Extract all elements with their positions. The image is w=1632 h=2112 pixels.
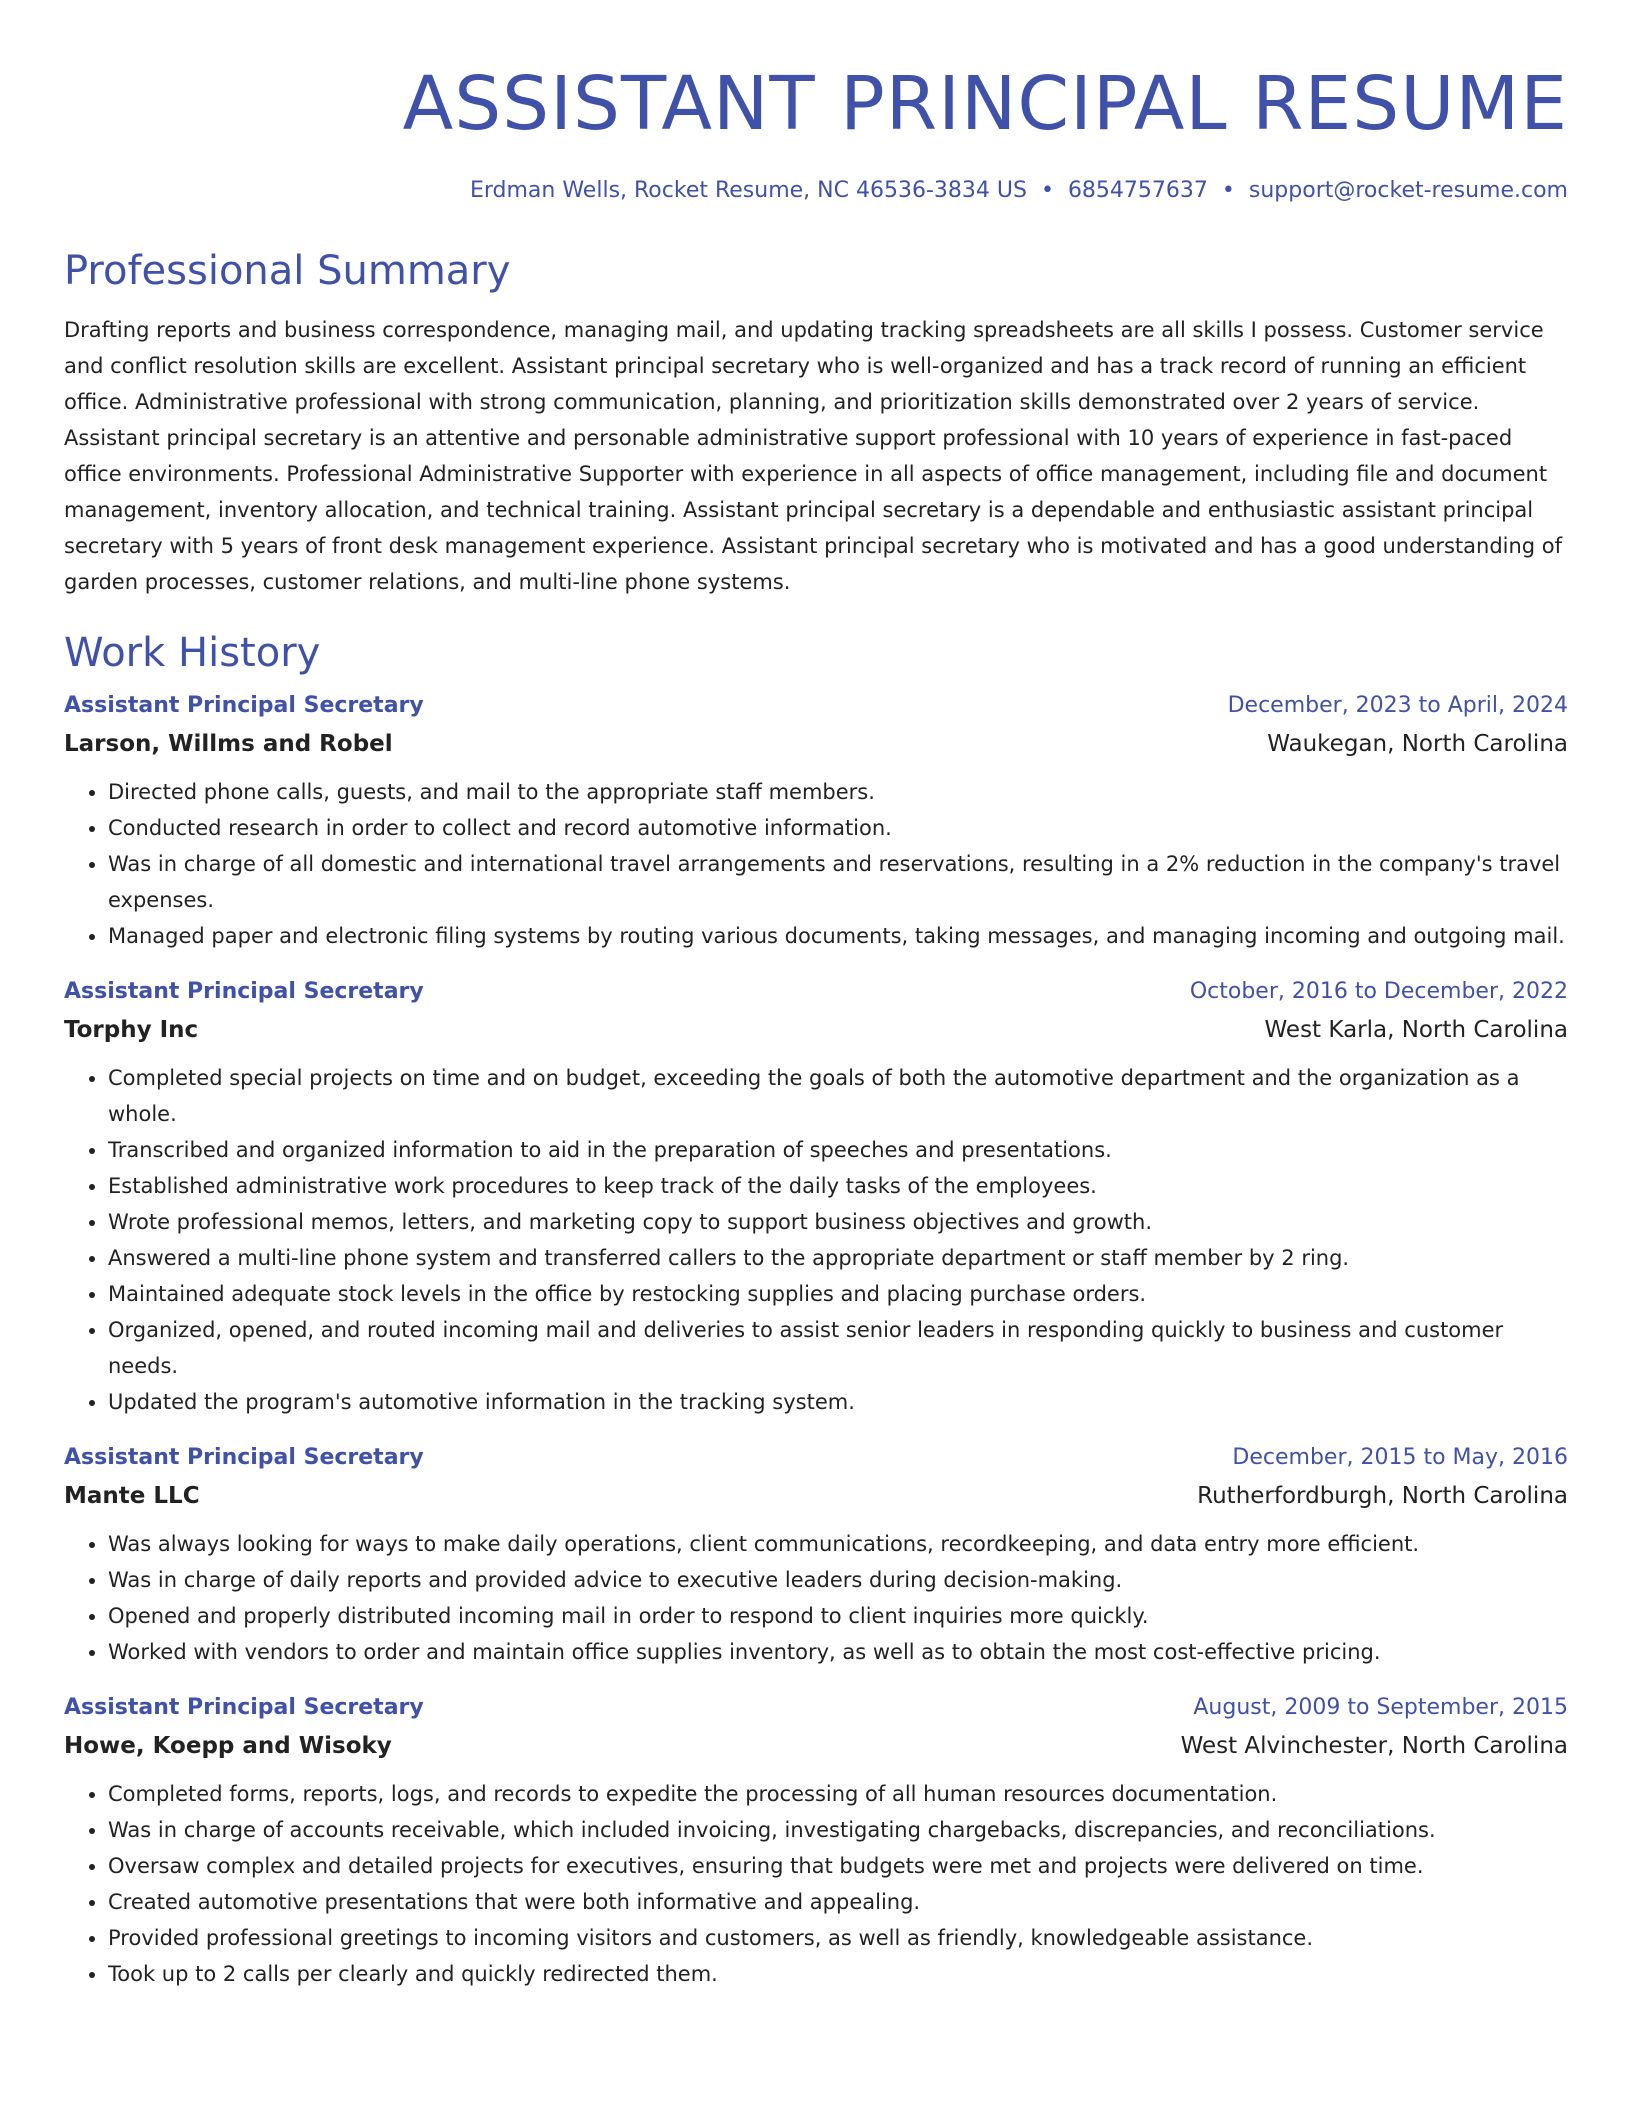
resume-title: ASSISTANT PRINCIPAL RESUME	[402, 61, 1568, 147]
job-entry	[64, 1690, 1568, 1992]
job-bullet: • Directed phone calls, guests, and mail to the appropriate staff members.	[108, 774, 1568, 810]
job-title: Assistant Principal Secretary	[64, 1445, 424, 1470]
job-dates: December, 2023 to April, 2024	[1227, 693, 1568, 718]
job-bullet: • Took up to 2 calls per clearly and quickly redirected them.	[108, 1956, 1568, 1992]
job-bullet: • Completed forms, reports, logs, and records to expedite the processing of all human resources documentation.	[108, 1776, 1568, 1812]
contact-line	[64, 176, 1568, 206]
job-bullet: • Was in charge of accounts receivable, which included invoicing, investigating chargebacks, discrepancies, and reconciliations.	[108, 1812, 1568, 1848]
job-entry	[64, 688, 1568, 954]
job-bullet: • Organized, opened, and routed incoming mail and deliveries to assist senior leaders in responding quickly to business and customer needs.	[108, 1312, 1568, 1384]
job-location: Rutherfordburgh, North Carolina	[1197, 1483, 1568, 1509]
job-bullets	[64, 1526, 1568, 1670]
contact-phone[interactable]: 6854757637	[1067, 178, 1208, 203]
job-dates: August, 2009 to September, 2015	[1193, 1695, 1568, 1720]
job-bullets	[64, 1060, 1568, 1420]
job-title: Assistant Principal Secretary	[64, 693, 424, 718]
job-location: West Alvinchester, North Carolina	[1180, 1733, 1568, 1759]
job-bullet: • Oversaw complex and detailed projects for executives, ensuring that budgets were met and projects were delivered on time.	[108, 1848, 1568, 1884]
job-bullets	[64, 1776, 1568, 1992]
job-title: Assistant Principal Secretary	[64, 979, 424, 1004]
contact-address: Erdman Wells, Rocket Resume, NC 46536-3834 US	[469, 178, 1027, 203]
job-entry	[64, 1440, 1568, 1670]
job-company: Howe, Koepp and Wisoky	[64, 1733, 392, 1759]
job-bullet: • Was always looking for ways to make daily operations, client communications, recordkeeping, and data entry more efficient.	[108, 1526, 1568, 1562]
job-location: Waukegan, North Carolina	[1267, 731, 1568, 757]
job-company: Torphy Inc	[64, 1017, 199, 1043]
contact-separator: •	[1221, 178, 1235, 203]
job-bullet: • Was in charge of daily reports and provided advice to executive leaders during decision-making.	[108, 1562, 1568, 1598]
job-dates: December, 2015 to May, 2016	[1232, 1445, 1568, 1470]
job-bullet: • Wrote professional memos, letters, and marketing copy to support business objectives and growth.	[108, 1204, 1568, 1240]
contact-separator: •	[1040, 178, 1054, 203]
job-company: Mante LLC	[64, 1483, 200, 1509]
job-bullet: • Answered a multi-line phone system and transferred callers to the appropriate department or staff member by 2 ring.	[108, 1240, 1568, 1276]
job-dates: October, 2016 to December, 2022	[1189, 979, 1568, 1004]
contact-email[interactable]: support@rocket-resume.com	[1248, 178, 1568, 203]
job-bullet: • Maintained adequate stock levels in the office by restocking supplies and placing purchase orders.	[108, 1276, 1568, 1312]
summary-heading: Professional Summary	[64, 248, 511, 294]
job-bullet: • Provided professional greetings to incoming visitors and customers, as well as friendly, knowledgeable assistance.	[108, 1920, 1568, 1956]
job-bullet: • Managed paper and electronic filing systems by routing various documents, taking messages, and managing incoming and outgoing mail.	[108, 918, 1568, 954]
job-bullet: • Completed special projects on time and on budget, exceeding the goals of both the automotive department and the organization as a whole.	[108, 1060, 1568, 1132]
job-bullet: • Worked with vendors to order and maintain office supplies inventory, as well as to obtain the most cost-effective pricing.	[108, 1634, 1568, 1670]
summary-text: Drafting reports and business correspondence, managing mail, and updating tracking spreadsheets are all skills I possess. Customer service and conflict resolution skills are excellent. Assistant principal secretary who is well-organized and has a track record of running an efficient office. Administrative professional with strong communication, planning, and prioritization skills demonstrated over 2 years of service. Assistant principal secretary is an attentive and personable administrative support professional with 10 years of experience in fast-paced office environments. Professional Administrative Supporter with experience in all aspects of office management, including file and document management, inventory allocation, and technical training. Assistant principal secretary is a dependable and enthusiastic assistant principal secretary with 5 years of front desk management experience. Assistant principal secretary who is motivated and has a good understanding of garden processes, customer relations, and multi-line phone systems.	[64, 318, 1563, 594]
job-bullet: • Established administrative work procedures to keep track of the daily tasks of the employees.	[108, 1168, 1568, 1204]
job-bullet: • Transcribed and organized information to aid in the preparation of speeches and presentations.	[108, 1132, 1568, 1168]
job-bullet: • Created automotive presentations that were both informative and appealing.	[108, 1884, 1568, 1920]
job-bullet: • Updated the program's automotive information in the tracking system.	[108, 1384, 1568, 1420]
job-bullet: • Was in charge of all domestic and international travel arrangements and reservations, resulting in a 2% reduction in the company's travel expenses.	[108, 846, 1568, 918]
job-entry	[64, 974, 1568, 1420]
job-location: West Karla, North Carolina	[1264, 1017, 1568, 1043]
work-history-heading: Work History	[64, 630, 321, 676]
job-bullet: • Opened and properly distributed incoming mail in order to respond to client inquiries more quickly.	[108, 1598, 1568, 1634]
work-history-list	[64, 688, 1568, 1992]
job-title: Assistant Principal Secretary	[64, 1695, 424, 1720]
job-bullets	[64, 774, 1568, 954]
job-company: Larson, Willms and Robel	[64, 731, 393, 757]
job-bullet: • Conducted research in order to collect and record automotive information.	[108, 810, 1568, 846]
